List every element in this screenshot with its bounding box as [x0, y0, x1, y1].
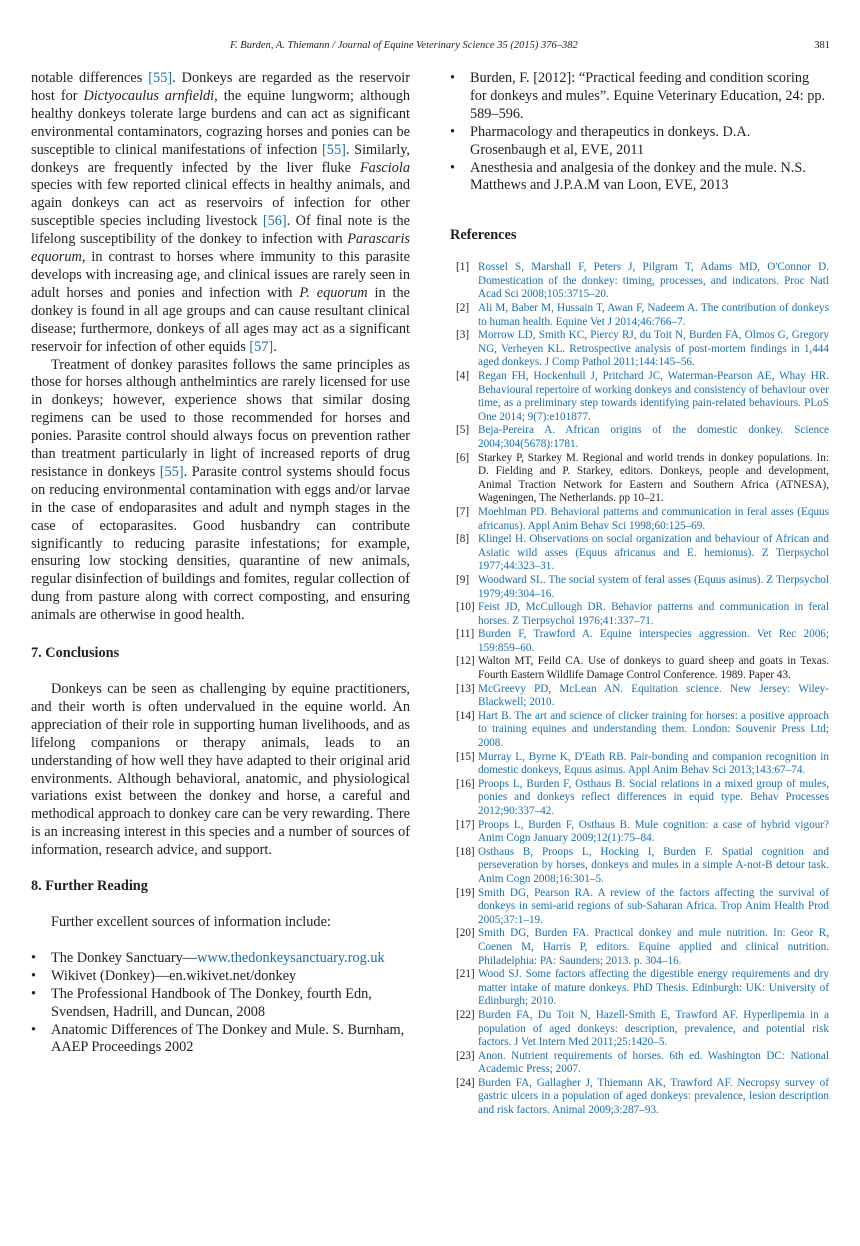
reference-text[interactable]: Burden FA, Gallagher J, Thiemann AK, Trawford AF. Necropsy survey of gastric ulcers in a population of aged donkeys: prevalence, lesion description and risk factors. Animal 2009;3:287–93.	[478, 1076, 829, 1117]
reference-item[interactable]	[450, 261, 829, 302]
reference-item[interactable]	[450, 927, 829, 968]
list-item: • Pharmacology and therapeutics in donkeys. D.A. Grosenbaugh et al, EVE, 2011	[450, 124, 829, 160]
reference-text[interactable]: Burden FA, Du Toit N, Hazell-Smith E, Trawford AF. Hyperlipemia in a population of aged donkeys: description, prevalence, and potential risk factors. J Vet Intern Med 2011;25:1420–5.	[478, 1008, 829, 1049]
reference-item[interactable]	[450, 1050, 829, 1077]
text-run: notable differences	[31, 70, 149, 86]
reference-number: [4]	[456, 370, 470, 382]
list-item-text: Wikivet (Donkey)—en.wikivet.net/donkey	[51, 967, 297, 984]
reference-number: [9]	[456, 573, 470, 586]
reference-number: [7]	[456, 505, 470, 518]
text-run: . Parasite control systems should focus on reducing environmental contamination with eggs and/or larvae in the case of endoparasites and adult and nymph stages in the case of ectoparasites. Good husbandry can contribute significantly to reducing parasite infestations; for example, ensuring low stocking densities, quarantine of new animals, regular disinfection of buildings and fomites, regular collection of dung from pasture along with correct composting, and ensuring animals are otherwise in good health.	[31, 463, 411, 624]
reference-text[interactable]: McGreevy PD, McLean AN. Equitation science. New Jersey: Wiley-Blackwell; 2010.	[478, 682, 829, 709]
section-heading-conclusions: 7. Conclusions	[31, 645, 120, 662]
reference-text[interactable]: Burden F, Trawford A. Equine interspecies aggression. Vet Rec 2006; 159:859–60.	[478, 628, 829, 654]
list-item-text: The Professional Handbook of The Donkey, fourth Edn, Svendsen, Hadrill, and Duncan, 2008	[51, 985, 372, 1020]
citation-link[interactable]: [56]	[262, 213, 287, 230]
reference-text[interactable]: Feist JD, McCullough DR. Behavior patterns and communication in feral horses. Z Tierpsychol 1976;41:337–71.	[478, 601, 829, 627]
reference-number: [10]	[456, 601, 475, 614]
website-link[interactable]: www.thedonkeysanctuary.rog.uk	[197, 949, 385, 966]
reference-number: [15]	[456, 750, 475, 763]
citation-link[interactable]: [55]	[159, 463, 184, 480]
reference-text[interactable]: Hart B. The art and science of clicker training for horses: a positive approach to training equines and understanding them. London: Souvenir Press Ltd; 2008.	[478, 709, 829, 750]
text-run: . Similarly, donkeys are frequently infected by the liver fluke	[31, 141, 410, 176]
reference-item[interactable]	[450, 778, 829, 819]
reference-item	[450, 655, 829, 682]
list-item	[31, 986, 410, 1022]
reference-text: Starkey P, Starkey M. Regional and world trends in donkey populations. In: D. Fielding and P. Starkey, editors. Donkeys, people and development, Animal Traction Network for Eastern and Southern Africa (ATNESA), Wageningen, The Netherlands. pp 10–21.	[478, 451, 829, 505]
reference-number: [8]	[456, 533, 470, 546]
citation-link[interactable]: [57]	[249, 338, 274, 355]
citation-link[interactable]: [55]	[148, 70, 173, 86]
section-heading-further-reading: 8. Further Reading	[31, 878, 148, 895]
reference-text[interactable]: Smith DG, Pearson RA. A review of the factors affecting the survival of donkeys in semi-arid regions of sub-Saharan Africa. Trop Anim Health Prod 2005;37:1–19.	[478, 886, 829, 926]
citation-link[interactable]: [55]	[322, 141, 346, 158]
further-reading-intro: Further excellent sources of information include:	[51, 913, 331, 930]
reference-text[interactable]: Morrow LD, Smith KC, Piercy RJ, du Toit N, Burden FA, Olmos G, Gregory NG, Verheyen KL. Retrospective analysis of post-mortem findings in 1,444 aged donkeys. J Comp Pathol 2011;144:145–56.	[478, 329, 829, 369]
reference-text[interactable]: Moehlman PD. Behavioral patterns and communication in feral asses (Equus africanus). Appl Anim Behav Sci 1998;60:125–69.	[478, 505, 829, 532]
reference-item[interactable]	[450, 329, 829, 370]
running-header	[230, 40, 830, 51]
text-run: species with few reported clinical effects in healthy animals, and again donkeys can act as reservoirs of infection for other susceptible species including livestock	[31, 177, 410, 230]
reference-text[interactable]: Murray L, Byrne K, D'Eath RB. Pair-bonding and companion recognition in domestic donkeys, Equus asinus. Appl Anim Behav Sci 2013;143:67–74.	[478, 750, 829, 777]
left-column	[31, 70, 410, 1057]
list-item-text: Anatomic Differences of The Donkey and Mule. S. Burnham, AAEP Proceedings 2002	[51, 1021, 405, 1056]
reference-item[interactable]	[450, 751, 829, 778]
reference-text[interactable]: Woodward SL. The social system of feral asses (Equus asinus). Z Tierpsychol 1979;49:304–16.	[478, 573, 829, 600]
reference-text: Walton MT, Feild CA. Use of donkeys to guard sheep and goats in Texas. Fourth Eastern Wildlife Damage Control Conference. 1989. Paper 43.	[478, 655, 829, 682]
reference-item[interactable]	[450, 533, 829, 574]
reference-item	[450, 452, 829, 506]
reference-number: [19]	[456, 886, 475, 899]
reference-text[interactable]: Wood SJ. Some factors affecting the digestible energy requirements and dry matter intake of mature donkeys. PhD Thesis. Edinburgh: UK: University of Edinburgh; 2010.	[478, 968, 829, 1008]
text-run: .	[273, 338, 277, 355]
reference-text[interactable]: Ali M, Baber M, Hussain T, Awan F, Nadeem A. The contribution of donkeys to human health. Equine Vet J 2014;46:766–7.	[478, 302, 829, 328]
reference-item[interactable]	[450, 506, 829, 533]
italic-term: P. equorum	[299, 284, 368, 301]
reference-text[interactable]: Proops L, Burden F, Osthaus B. Mule cognition: a case of hybrid vigour? Anim Cogn January 2009;12(1):75–84.	[478, 818, 829, 845]
reference-item[interactable]	[450, 968, 829, 1009]
reference-number: [1]	[456, 261, 470, 274]
reference-item[interactable]	[450, 574, 829, 601]
reference-number: [22]	[456, 1008, 475, 1021]
text-run: . Donkeys are regarded as the reservoir host for	[31, 70, 410, 104]
list-item: • Anesthesia and analgesia of the donkey and the mule. N.S. Matthews and J.P.A.M van Loon, EVE, 2013	[450, 160, 829, 196]
reference-item[interactable]	[450, 710, 829, 751]
right-column	[450, 70, 829, 1118]
list-item	[31, 950, 410, 968]
reference-item[interactable]	[450, 370, 829, 424]
reference-number: [6]	[456, 451, 470, 464]
text-run: Treatment of donkey parasites follows the same principles as those for horses although anthelmintics are rarely licensed for use in donkeys; however, experience shows that similar dosing regimens can be used to those recommended for horses and ponies. Parasite control should always focus on prevention rather than treatment particularly in light of increased reports of drug resistance in donkeys	[31, 356, 410, 480]
paragraph-conclusions: Donkeys can be seen as challenging by equine practitioners, and their worth is often undervalued in the equine world. An appreciation of their role in supporting human livelihoods, and as lifelong companions or therapy animals, leads to an understanding of how well they have adapted to their original arid environments. Although behavioral, anatomic, and physiological variations exist between the donkey and horse, a careful and methodical approach to donkey care can be very rewarding. There is an increasing interest in this species and a number of sources of information, research advice, and support.	[31, 681, 410, 859]
references-list	[450, 261, 829, 1117]
reference-number: [2]	[456, 302, 470, 315]
reference-number: [5]	[456, 424, 470, 437]
reference-number: [18]	[456, 845, 475, 858]
reference-text[interactable]: Regan FH, Hockenhull J, Pritchard JC, Waterman-Pearson AE, Whay HR. Behavioural repertoire of working donkeys and consistency of behaviour over time, as a preliminary step towards identifying pain-related behaviours. PLoS One 2014; 9(7):e101877.	[478, 370, 829, 423]
text-run: , in contrast to horses where immunity to this parasite develops with increasing age, and clinical issues are rarely seen in adult horses and ponies and infection with	[31, 249, 410, 301]
reference-number: [3]	[456, 329, 470, 342]
reference-text[interactable]: Proops L, Burden F, Osthaus B. Social relations in a mixed group of mules, ponies and donkeys reflect differences in equid type. Behav Processes 2012;90:337–42.	[478, 777, 829, 817]
list-item-text: The Donkey Sanctuary—	[51, 949, 198, 966]
reference-number: [21]	[456, 968, 475, 981]
reference-item[interactable]	[450, 1009, 829, 1050]
reference-item[interactable]	[450, 628, 829, 655]
reference-number: [13]	[456, 682, 475, 695]
further-reading-list	[31, 950, 410, 1057]
further-reading-list-continued	[450, 70, 829, 195]
reference-number: [17]	[456, 818, 475, 831]
reference-item[interactable]	[450, 683, 829, 710]
reference-number: [16]	[456, 777, 475, 790]
reference-number: [12]	[456, 655, 475, 668]
list-item	[31, 968, 410, 986]
text-run: in the donkey is found in all age groups and can cause resultant clinical disease; furthermore, donkeys of all ages may act as a significant reservoir for infection of other equids	[31, 284, 410, 355]
reference-text[interactable]: Beja-Pereira A. African origins of the domestic donkey. Science 2004;304(5678):1781.	[478, 424, 829, 450]
reference-text[interactable]: Smith DG, Burden FA. Practical donkey and mule nutrition. In: Geor R, Coenen M, Harris P, editors. Equine applied and clinical nutrition. Philadelphia: PA: Saunders; 2013. p. 304–16.	[478, 927, 829, 967]
list-item	[31, 1022, 410, 1058]
page-number: 381	[814, 40, 830, 51]
reference-item[interactable]	[450, 887, 829, 928]
reference-item[interactable]	[450, 601, 829, 628]
reference-number: [11]	[456, 628, 475, 641]
reference-number: [14]	[456, 709, 475, 722]
paragraph-treatment	[31, 357, 410, 626]
reference-item[interactable]	[450, 846, 829, 887]
references-heading: References	[450, 227, 517, 244]
reference-number: [23]	[456, 1049, 475, 1062]
reference-text[interactable]: Klingel H. Observations on social organization and behaviour of African and Asiatic wild asses (Equus africanus and E. hemionus). Z Tierpsychol 1977;44:323–31.	[478, 533, 829, 573]
text-run: . Of final note is the lifelong susceptibility of the donkey to infection with	[31, 213, 410, 248]
reference-item[interactable]	[450, 819, 829, 846]
reference-item[interactable]	[450, 1077, 829, 1118]
reference-item[interactable]	[450, 302, 829, 329]
italic-term: Dictyocaulus arnfieldi	[83, 87, 215, 104]
italic-term: Parascaris equorum	[31, 231, 410, 266]
reference-number: [20]	[456, 927, 475, 940]
list-item: • Burden, F. [2012]: “Practical feeding and condition scoring for donkeys and mules”. Equine Veterinary Education, 24: pp. 589–596.	[450, 70, 829, 124]
reference-number: [24]	[456, 1076, 475, 1089]
running-title: F. Burden, A. Thiemann / Journal of Equine Veterinary Science 35 (2015) 376–382	[230, 40, 578, 51]
reference-text[interactable]: Anon. Nutrient requirements of horses. 6th ed. Washington DC: National Academic Press; 2007.	[478, 1049, 829, 1076]
reference-text[interactable]: Osthaus B, Proops L, Hocking I, Burden F. Spatial cognition and perseveration by horses, donkeys and mules in a simple A-not-B detour task. Anim Cogn 2008;16:301–5.	[478, 845, 829, 885]
reference-item[interactable]	[450, 424, 829, 451]
italic-term: Fasciola	[359, 159, 410, 176]
paragraph-parasites	[31, 70, 410, 357]
text-run: , the equine lungworm; although healthy donkeys tolerate large burdens and can act as significant environmental contaminators, cograzing horses and ponies can be susceptible to clinical manifestations of infection	[31, 87, 410, 158]
reference-text[interactable]: Rossel S, Marshall F, Peters J, Pilgram T, Adams MD, O'Connor D. Domestication of the donkey: timing, processes, and indicators. Proc Natl Acad Sci 2008;105:3715–20.	[478, 261, 829, 301]
